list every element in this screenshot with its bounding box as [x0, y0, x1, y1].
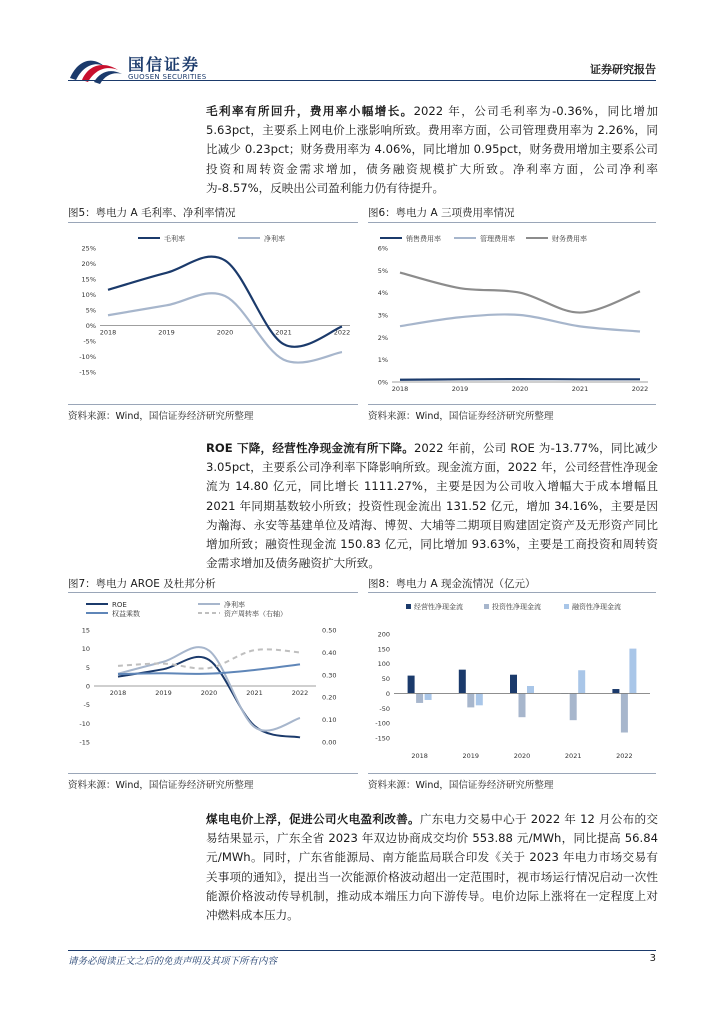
bar	[476, 693, 483, 705]
logo-name-cn: 国信证券	[128, 55, 201, 74]
legend-label: 管理费用率	[480, 235, 515, 243]
figure8-title-rule	[368, 592, 656, 593]
x-tick-label: 2020	[513, 752, 531, 760]
figure5-title: 图5：粤电力 A 毛利率、净利率情况	[68, 207, 236, 219]
y-tick-label: -15%	[79, 368, 96, 377]
logo-name-en: GUOSEN SECURITIES	[128, 73, 207, 81]
figure8-source: 资料来源：Wind，国信证券经济研究所整理	[368, 780, 554, 791]
paragraph-lead: 煤电电价上浮，促进公司火电盈利改善。	[206, 812, 420, 826]
paragraph-margin	[206, 102, 658, 198]
series-line	[400, 314, 640, 331]
y-tick-label: 150	[377, 645, 390, 654]
x-tick-label: 2022	[616, 752, 633, 760]
y-tick-label: 200	[377, 630, 390, 639]
y-tick-label: 15%	[81, 275, 96, 284]
y-tick-label: 2%	[377, 333, 388, 342]
legend-label: 净利率	[224, 601, 245, 609]
y-tick-label: 0%	[85, 322, 96, 330]
figure5-chart	[68, 226, 358, 402]
bar	[467, 693, 474, 707]
y-tick-label: 5%	[377, 266, 388, 275]
legend-label: 净利率	[264, 235, 285, 243]
legend-swatch	[564, 604, 569, 609]
figure8-chart	[368, 594, 656, 770]
x-tick-label: 2022	[631, 385, 649, 393]
y-tick-label: -100	[375, 719, 390, 728]
y-tick-label: -15	[79, 738, 90, 747]
x-tick-label: 2021	[564, 752, 582, 760]
header-divider	[68, 80, 656, 81]
y2-tick-label: 0.50	[322, 626, 337, 635]
legend-label: 财务费用率	[552, 235, 587, 243]
x-tick-label: 2020	[216, 328, 234, 337]
bar	[629, 649, 636, 694]
x-tick-label: 2021	[275, 328, 292, 337]
figure6-source-rule	[368, 404, 656, 405]
bar	[459, 670, 466, 694]
bar	[527, 686, 534, 693]
bar	[416, 693, 423, 703]
figure8-title: 图8：粤电力 A 现金流情况（亿元）	[368, 578, 536, 590]
x-tick-label: 2020	[511, 385, 529, 393]
y-tick-label: -5	[83, 701, 90, 710]
figure7-source: 资料来源：Wind，国信证券经济研究所整理	[68, 780, 254, 791]
legend-label: 投资性净现金流	[492, 603, 541, 611]
x-tick-label: 2019	[462, 752, 480, 760]
footer-disclaimer: 请务必阅读正文之后的免责声明及其项下所有内容	[68, 956, 278, 967]
x-tick-label: 2018	[391, 385, 409, 393]
x-tick-label: 2018	[411, 752, 428, 760]
page-number: 3	[649, 953, 656, 964]
paragraph-roe	[206, 439, 658, 573]
x-tick-label: 2021	[571, 385, 589, 393]
figure6-title: 图6：粤电力 A 三项费用率情况	[368, 207, 515, 219]
bar	[519, 693, 526, 717]
x-tick-label: 2019	[155, 689, 172, 697]
figure7-title: 图7：粤电力 AROE 及杜邦分析	[68, 578, 216, 590]
bar	[408, 676, 415, 694]
bar	[510, 675, 517, 694]
figure5-source-rule	[68, 404, 358, 405]
figure5-title-rule	[68, 222, 358, 223]
y-tick-label: 50	[381, 675, 390, 684]
figure5-source: 资料来源：Wind，国信证券经济研究所整理	[68, 411, 254, 422]
y-tick-label: 20%	[81, 260, 96, 268]
y-tick-label: 6%	[377, 244, 388, 253]
y2-tick-label: 0.30	[322, 671, 337, 680]
paragraph-body: 广东电力交易中心于 2022 年 12 月公布的交易结果显示，广东全省 2023 年双边协商成交均价 553.88 元/MWh，同比提高 56.84 元/MWh。同时，广东省能源局、南方能监局联合印发《关于 2023 年电力市场交易有关事项的通知》，提出当一次能源价格波动超出一定范围时，视市场运行情况启动一次性能源价格波动传导机制，推动成本端压力向下游传导。电价边际上涨将在一定程度上对冲燃料成本压力。	[206, 812, 658, 923]
figure7-chart	[68, 594, 358, 770]
y-tick-label: 10%	[81, 291, 96, 299]
y-tick-label: 15	[81, 626, 90, 635]
figure8-source-rule	[368, 773, 656, 774]
series-line	[400, 379, 640, 380]
figure7-source-rule	[68, 773, 358, 774]
paragraph-lead: 毛利率有所回升，费用率小幅增长。	[206, 104, 414, 118]
y-tick-label: 0%	[377, 378, 388, 387]
y-tick-label: -10	[79, 719, 90, 728]
footer-divider	[68, 950, 656, 951]
y2-tick-label: 0.10	[322, 716, 337, 725]
y-tick-label: -10%	[79, 353, 96, 361]
figure7-title-rule	[68, 592, 358, 593]
legend-label: 毛利率	[164, 235, 185, 243]
y-tick-label: 10	[81, 645, 90, 654]
legend-label: 权益乘数	[112, 610, 140, 618]
y-tick-label: 100	[377, 660, 390, 669]
legend-label: 资产周转率（右轴）	[224, 610, 287, 618]
paragraph-lead: ROE 下降，经营性净现金流有所下降。	[206, 441, 415, 455]
figure6-chart	[368, 226, 656, 402]
x-tick-label: 2019	[451, 385, 469, 393]
y-tick-label: 0	[385, 689, 390, 698]
legend-swatch	[484, 604, 489, 609]
x-tick-label: 2018	[109, 689, 127, 697]
legend-label: 融资性净现金流	[572, 603, 621, 611]
y-tick-label: 25%	[81, 244, 96, 253]
y-tick-label: 5%	[85, 306, 96, 315]
report-type-label: 证券研究报告	[590, 63, 656, 76]
x-tick-label: 2022	[333, 328, 351, 337]
y-tick-label: -50	[379, 704, 390, 713]
bar	[570, 693, 577, 720]
x-tick-label: 2022	[291, 689, 309, 697]
y-tick-label: 4%	[377, 289, 388, 298]
x-tick-label: 2021	[246, 689, 263, 697]
figure6-title-rule	[368, 222, 656, 223]
legend-label: 销售费用率	[406, 235, 441, 243]
x-tick-label: 2018	[99, 328, 117, 337]
y2-tick-label: 0.00	[322, 738, 337, 747]
bar	[612, 689, 619, 693]
paragraph-body: 2022 年前，公司 ROE 为-13.77%，同比减少 3.05pct，主要系公司净利率下降影响所致。现金流方面，2022 年，公司经营性净现金流为 14.80 亿元，同比增长 1111.27%，主要是因为公司收入增幅大于成本增幅且 2021 年同期基数较小所致；投资性现金流出 131.52 亿元，增加 34.16%，主要是因为瀚海、永安等基建单位及靖海、博贺、大埔等二期项目购建固定资产及无形资产同比增加所致；融资性现金流 150.83 亿元，同比增加 93.63%，主要是工商投资和周转资金需求增加及债务融资扩大所致。	[206, 441, 658, 571]
bar	[621, 693, 628, 732]
legend-swatch	[406, 604, 411, 609]
y-tick-label: 3%	[377, 311, 388, 320]
x-tick-label: 2019	[158, 328, 175, 337]
series-line	[400, 273, 640, 313]
bar	[425, 693, 432, 700]
y-tick-label: 5	[85, 663, 90, 672]
legend-label: 经营性净现金流	[414, 603, 463, 611]
y-tick-label: -150	[375, 734, 390, 743]
paragraph-body: 2022 年，公司毛利率为-0.36%，同比增加 5.63pct，主要系上网电价上涨影响所致。费用率方面，公司管理费用率为 2.26%，同比减少 0.23pct；财务费用率为 4.06%，同比增加 0.95pct，财务费用增加主要系公司投资和周转资金需求增加，债务融资规模扩大所致。净利率方面，公司净利率为-8.57%，反映出公司盈利能力仍有待提升。	[206, 104, 658, 195]
legend-label: ROE	[112, 601, 127, 609]
figure6-source: 资料来源：Wind，国信证券经济研究所整理	[368, 411, 554, 422]
bar	[578, 670, 585, 693]
x-tick-label: 2020	[200, 689, 218, 697]
y2-tick-label: 0.20	[322, 693, 337, 702]
y-tick-label: 0	[85, 682, 90, 691]
paragraph-price	[206, 810, 658, 925]
y-tick-label: 1%	[377, 356, 388, 365]
y-tick-label: -5%	[83, 337, 96, 346]
y2-tick-label: 0.40	[322, 648, 337, 657]
